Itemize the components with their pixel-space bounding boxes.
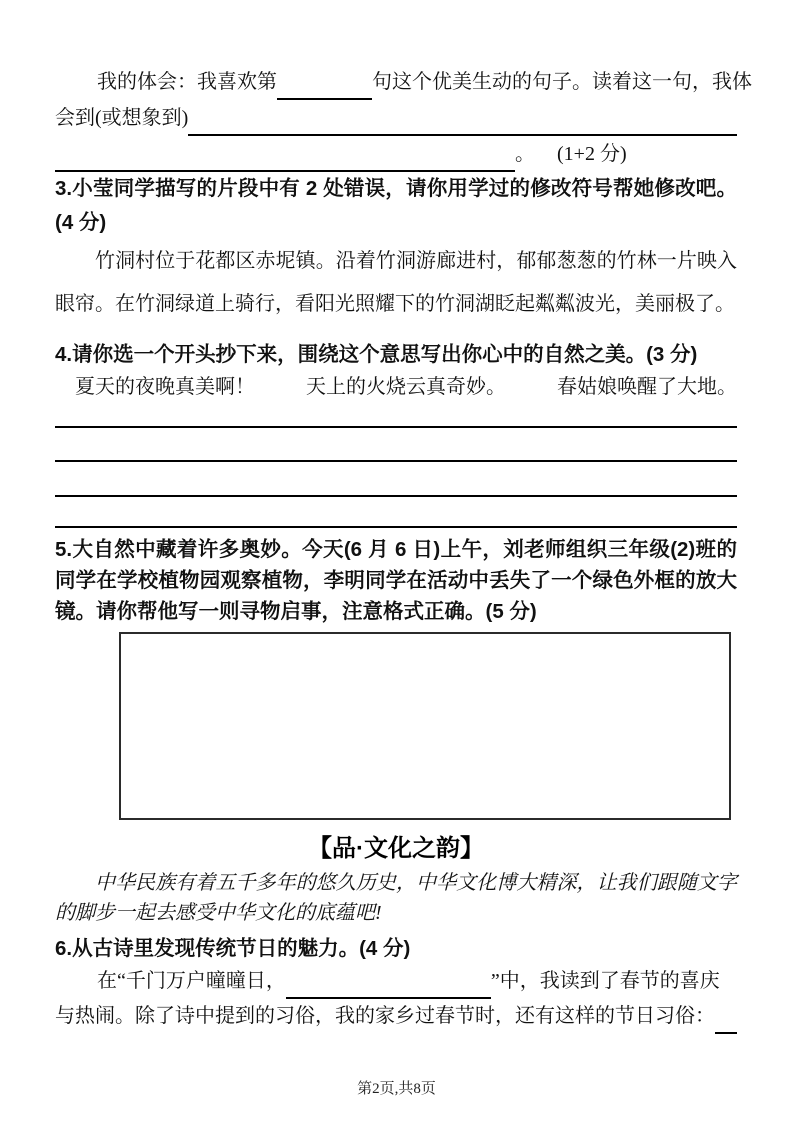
section-intro: 中华民族有着五千多年的悠久历史，中华文化博大精深，让我们跟随文字的脚步一起去感受中华文化的底蕴吧! xyxy=(55,872,737,924)
page-footer: 第2页,共8页 xyxy=(357,1081,436,1097)
q4-answer-lines xyxy=(55,402,737,528)
answer-line xyxy=(55,497,737,528)
section-heading: 【品·文化之韵】 xyxy=(308,835,484,862)
q6-blank-poem-line xyxy=(286,971,491,999)
q6-line1-pre: 在“千门万户曈曈日， xyxy=(97,970,286,992)
q6-prompt: 6.从古诗里发现传统节日的魅力。(4 分) xyxy=(55,937,411,960)
q2-blank-feeling-line1 xyxy=(188,108,737,136)
question-2-answer-area xyxy=(55,64,752,172)
q2-period: 。 xyxy=(515,143,535,165)
question-3 xyxy=(55,172,737,326)
q4-option-1: 夏天的夜晚真美啊！ xyxy=(75,376,255,398)
q2-score-label: (1+2 分) xyxy=(557,143,627,165)
q5-prompt: 5.大自然中藏着许多奥妙。今天(6 月 6 日)上午，刘老师组织三年级(2)班的同学在学校植物园观察植物，李明同学在活动中丢失了一个绿色外框的放大镜。请你帮他写一则寻物启事，注意格式正确。(5 分) xyxy=(55,538,737,623)
question-4 xyxy=(55,338,737,528)
q4-options xyxy=(55,372,737,402)
question-5 xyxy=(55,534,737,820)
q6-blank-custom xyxy=(715,1006,737,1034)
q3-prompt: 3.小莹同学描写的片段中有 2 处错误，请你用学过的修改符号帮她修改吧。(4 分) xyxy=(55,177,737,234)
culture-section xyxy=(55,834,737,928)
q6-line1-post: ”中，我读到了春节的喜庆 xyxy=(490,970,720,992)
q2-line1-post: 句这个优美生动的句子。读着这一句，我体 xyxy=(372,71,752,93)
q2-line2 xyxy=(55,100,737,136)
q2-blank-feeling-line2 xyxy=(55,144,515,172)
q4-prompt: 4.请你选一个开头抄下来，围绕这个意思写出你心中的自然之美。(3 分) xyxy=(55,343,698,366)
q6-line2-text: 与热闹。除了诗中提到的习俗，我的家乡过春节时，还有这样的节日习俗： xyxy=(55,1005,715,1027)
q2-line3 xyxy=(55,136,737,172)
q2-line1-pre: 我的体会：我喜欢第 xyxy=(97,71,277,93)
question-6 xyxy=(55,934,737,1034)
q5-answer-box xyxy=(119,632,731,820)
q2-line2-pre: 会到(或想象到) xyxy=(55,107,189,129)
answer-line xyxy=(55,462,737,497)
q2-blank-sentence-number xyxy=(277,72,372,100)
q2-line1 xyxy=(55,64,752,100)
q3-passage: 竹洞村位于花都区赤坭镇。沿着竹洞游廊进村，郁郁葱葱的竹林一片映入眼帘。在竹洞绿道上骑行，看阳光照耀下的竹洞湖眨起粼粼波光，美丽极了。 xyxy=(55,250,737,315)
q4-option-3: 春姑娘唤醒了大地。 xyxy=(557,376,737,398)
q4-option-2: 天上的火烧云真奇妙。 xyxy=(306,376,506,398)
q6-line2 xyxy=(55,999,737,1034)
q6-line1 xyxy=(55,964,737,999)
answer-line xyxy=(55,402,737,428)
answer-line xyxy=(55,428,737,462)
